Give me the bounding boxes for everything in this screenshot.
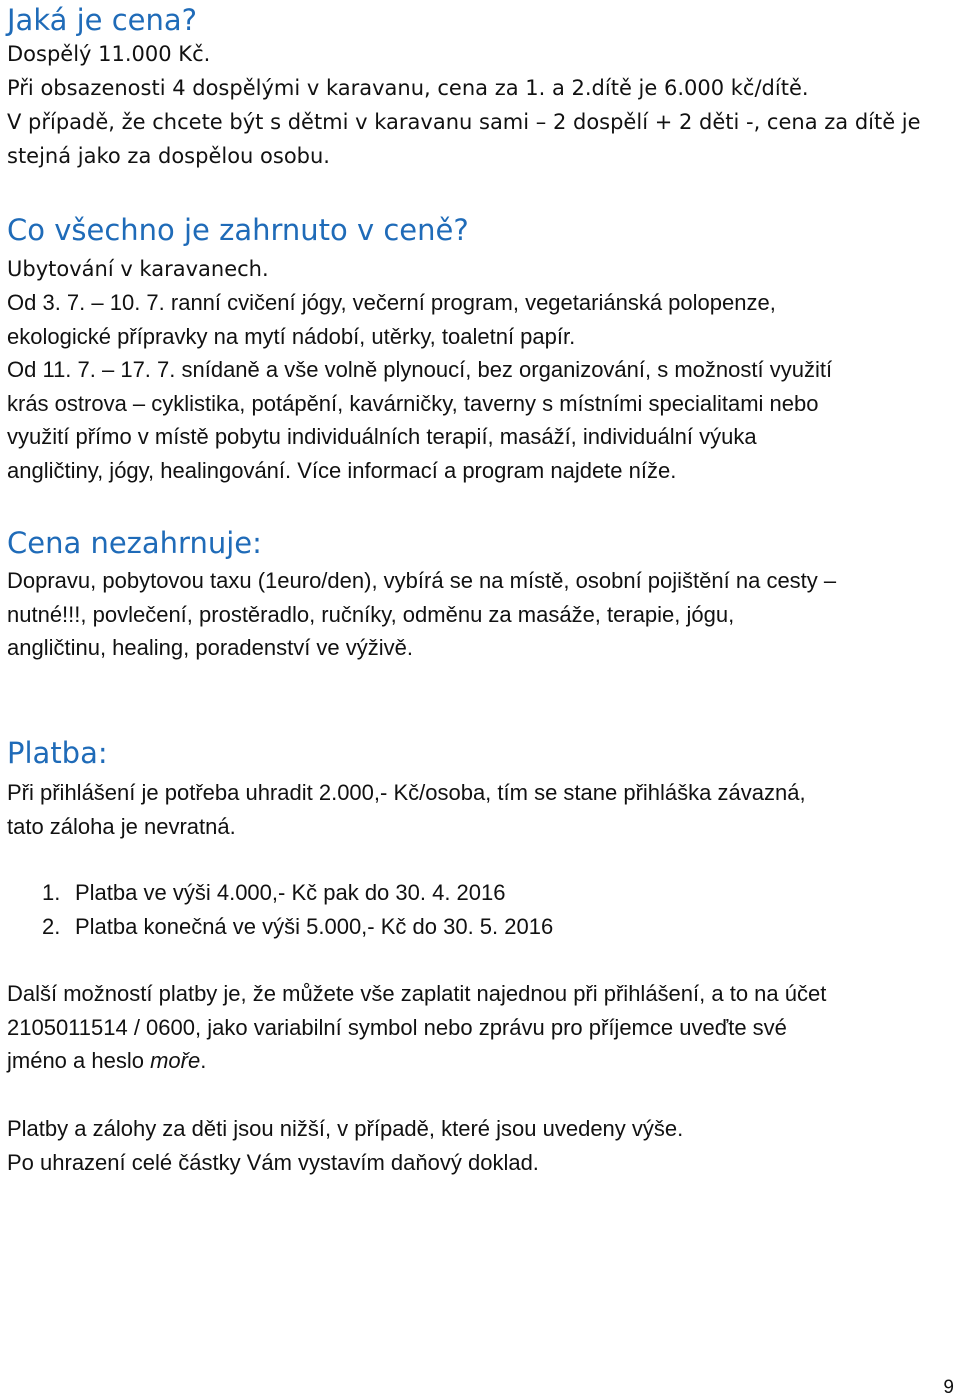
payment-other-prefix: jméno a heslo <box>7 1048 151 1073</box>
not-included-text <box>7 564 957 665</box>
list-item <box>7 876 553 910</box>
not-included-line: Dopravu, pobytovou taxu (1euro/den), vybírá se na místě, osobní pojištění na cesty – <box>7 568 837 593</box>
list-number: 2. <box>42 913 61 939</box>
price-line: Při obsazenosti 4 dospělými v karavanu, cena za 1. a 2.dítě je 6.000 kč/dítě. <box>7 76 809 100</box>
payment-other-line <box>7 1044 957 1078</box>
list-item <box>7 910 553 944</box>
payment-heading: Platba: <box>7 736 108 770</box>
not-included-line: nutné!!!, povlečení, prostěradlo, ručníky, odměnu za masáže, terapie, jógu, <box>7 601 735 627</box>
price-heading: Jaká je cena? <box>7 3 198 37</box>
payment-other-suffix: . <box>200 1048 207 1073</box>
payment-line: tato záloha je nevratná. <box>7 813 236 839</box>
price-line: Dospělý 11.000 Kč. <box>7 42 211 66</box>
included-line: Od 11. 7. – 17. 7. snídaně a vše volně plynoucí, bez organizování, s možností využití <box>7 357 833 382</box>
payment-notes <box>7 1112 957 1179</box>
payment-text <box>7 776 957 843</box>
included-line: angličtiny, jógy, healingování. Více informací a program najdete níže. <box>7 457 677 483</box>
included-line: krás ostrova – cyklistika, potápění, kavárničky, taverny s místními specialitami nebo <box>7 390 819 416</box>
included-line: ekologické přípravky na mytí nádobí, utěrky, toaletní papír. <box>7 323 576 349</box>
payment-installments <box>7 876 553 943</box>
page-number: 9 <box>943 1377 954 1398</box>
list-text: Platba ve výši 4.000,- Kč pak do 30. 4. 2016 <box>75 880 506 905</box>
payment-line: Při přihlášení je potřeba uhradit 2.000,- Kč/osoba, tím se stane přihláška závazná, <box>7 780 806 805</box>
not-included-line: angličtinu, healing, poradenství ve výživě. <box>7 635 414 660</box>
payment-other-text <box>7 977 957 1078</box>
price-line: V případě, že chcete být s dětmi v karavanu sami – 2 dospělí + 2 děti -, cena za dítě je <box>7 110 921 134</box>
included-intro: Ubytování v karavanech. <box>7 257 269 281</box>
price-line: stejná jako za dospělou osobu. <box>7 144 330 168</box>
invoice-note: Po uhrazení celé částky Vám vystavím daňový doklad. <box>7 1149 539 1175</box>
not-included-heading: Cena nezahrnuje: <box>7 526 262 560</box>
included-text <box>7 286 957 487</box>
price-text <box>7 37 957 173</box>
list-number: 1. <box>42 880 61 905</box>
included-line: využití přímo v místě pobytu individuálních terapií, masáží, individuální výuka <box>7 424 757 449</box>
included-line: Od 3. 7. – 10. 7. ranní cvičení jógy, večerní program, vegetariánská polopenze, <box>7 290 776 315</box>
payment-password: moře <box>150 1048 201 1073</box>
payment-other-line: Další možností platby je, že můžete vše zaplatit najednou při přihlášení, a to na účet <box>7 981 827 1006</box>
list-text: Platba konečná ve výši 5.000,- Kč do 30. 5. 2016 <box>75 913 554 939</box>
payment-other-line: 2105011514 / 0600, jako variabilní symbol nebo zprávu pro příjemce uveďte své <box>7 1014 787 1040</box>
included-heading: Co všechno je zahrnuto v ceně? <box>7 213 469 247</box>
children-note: Platby a zálohy za děti jsou nižší, v případě, které jsou uvedeny výše. <box>7 1116 684 1141</box>
